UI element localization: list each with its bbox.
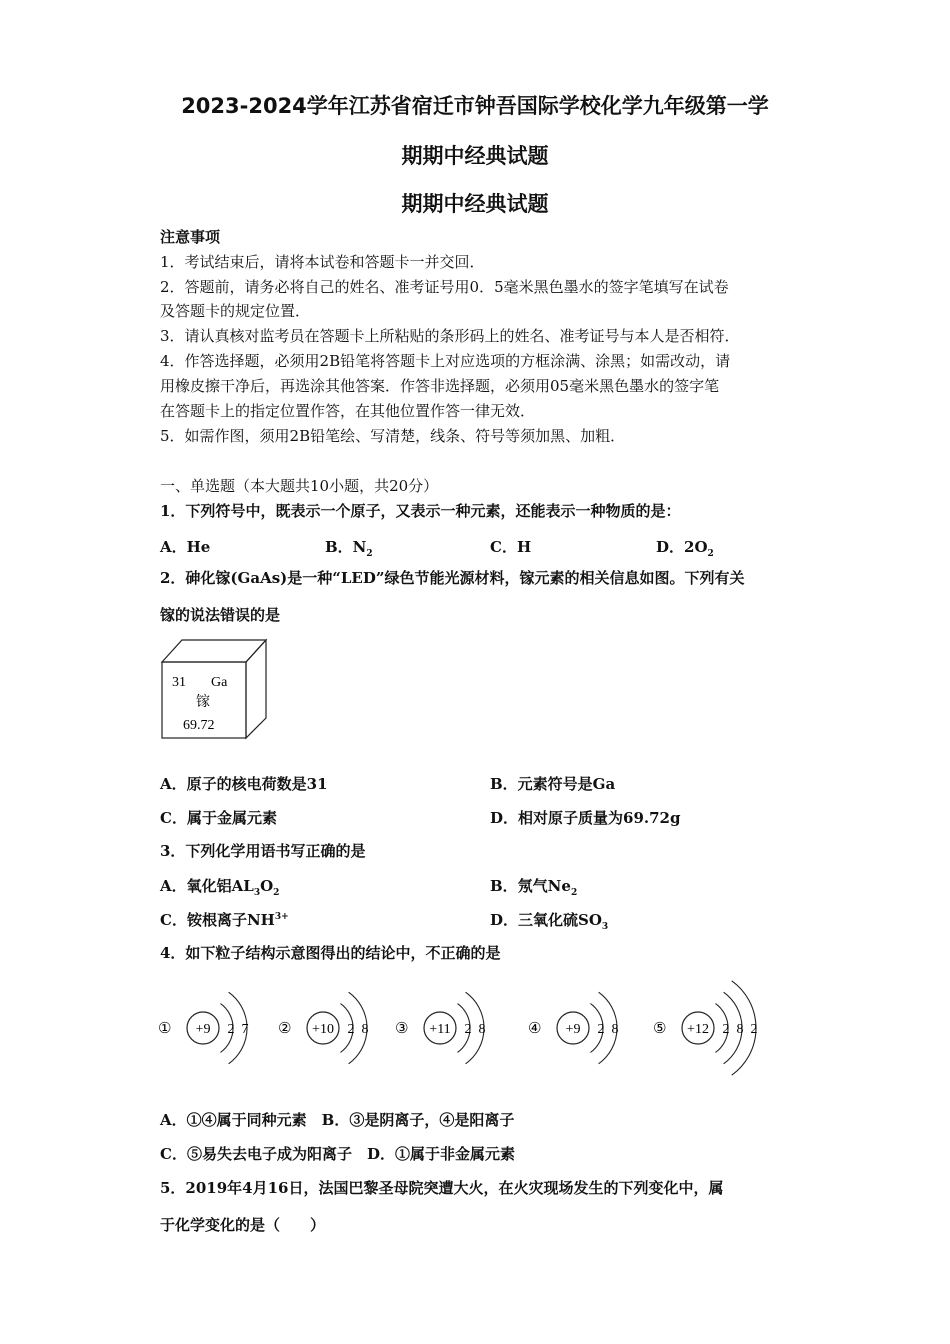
particle-diagram <box>528 992 619 1064</box>
q3-option-c: C．铵根离子$NH^{3+}$ <box>160 911 289 929</box>
question-4-stem: 4．如下粒子结构示意图得出的结论中，不正确的是 <box>160 944 501 962</box>
electron-count: 2 <box>347 1022 355 1037</box>
notice-item: 3．请认真核对监考员在答题卡上所粘贴的条形码上的姓名、准考证号与本人是否相符． <box>160 327 740 345</box>
q4-options-cd: C．⑤易失去电子成为阳离子 D．①属于非金属元素 <box>160 1145 515 1163</box>
notice-item: 及答题卡的规定位置． <box>160 302 311 320</box>
particle-diagram <box>158 992 249 1064</box>
notice-item: 4．作答选择题，必须用2B铅笔将答题卡上对应选项的方框涂满、涂黑；如需改动，请 <box>160 352 731 370</box>
notice-item: 5．如需作图，须用2B铅笔绘、写清楚，线条、符号等须加黑、加粗． <box>160 427 626 445</box>
electron-count: 8 <box>361 1022 369 1037</box>
q4-options-ab: A．①④属于同种元素 B．③是阴离子，④是阳离子 <box>160 1111 515 1129</box>
electron-count: 8 <box>478 1022 486 1037</box>
particle-structure-diagrams <box>150 970 780 1090</box>
question-3-stem: 3．下列化学用语书写正确的是 <box>160 842 366 860</box>
notice-heading: 注意事项 <box>160 228 221 246</box>
nucleus-charge: +9 <box>195 1022 211 1037</box>
electron-count: 2 <box>597 1022 605 1037</box>
question-5-stem-line2: 于化学变化的是（ ） <box>160 1216 326 1234</box>
particle-label: ④ <box>528 1019 542 1037</box>
electron-count: 7 <box>241 1022 249 1037</box>
particle-label: ⑤ <box>653 1019 667 1037</box>
notice-item: 1．考试结束后，请将本试卷和答题卡一并交回． <box>160 253 485 271</box>
particle-label: ① <box>158 1019 172 1037</box>
section-heading: 一、单选题（本大题共10小题，共20分） <box>160 477 439 495</box>
q2-option-d: D．相对原子质量为69.72g <box>490 809 681 827</box>
electron-count: 2 <box>464 1022 472 1037</box>
element-info-box <box>158 634 270 742</box>
nucleus-charge: +10 <box>312 1022 334 1037</box>
question-1-stem: 1．下列符号中，既表示一个原子，又表示一种元素，还能表示一种物质的是： <box>160 502 681 520</box>
notice-item: 在答题卡上的指定位置作答，在其他位置作答一律无效． <box>160 402 536 420</box>
exam-title-line2: 期期中经典试题 <box>401 144 549 168</box>
exam-title-line3: 期期中经典试题 <box>401 192 549 216</box>
q2-option-c: C．属于金属元素 <box>160 809 277 827</box>
question-2-stem-line2: 镓的说法错误的是 <box>160 606 281 624</box>
q1-option-b: B．$N_2$ <box>325 538 373 559</box>
electron-count: 2 <box>722 1022 730 1037</box>
nucleus-charge: +11 <box>429 1022 451 1037</box>
particle-diagram <box>278 992 369 1064</box>
particle-diagram <box>395 992 486 1064</box>
q3-option-a: A．氧化铝$AL_3O_2$ <box>160 877 280 898</box>
exam-title-line1: 2023-2024学年江苏省宿迁市钟吾国际学校化学九年级第一学 <box>181 94 769 118</box>
notice-item: 2．答题前，请务必将自己的姓名、准考证号用0．5毫米黑色墨水的签字笔填写在试卷 <box>160 278 729 296</box>
nucleus-charge: +12 <box>687 1022 709 1037</box>
electron-count: 2 <box>750 1022 758 1037</box>
nucleus-charge: +9 <box>565 1022 581 1037</box>
q3-option-d: D．三氧化硫$SO_3$ <box>490 911 609 932</box>
q2-option-a: A．原子的核电荷数是31 <box>160 775 328 793</box>
element-name: 镓 <box>196 694 210 710</box>
question-2-stem-line1: 2．砷化镓(GaAs)是一种“LED”绿色节能光源材料，镓元素的相关信息如图。下列有关 <box>160 569 745 587</box>
notice-item: 用橡皮擦干净后，再选涂其他答案．作答非选择题，必须用05毫米黑色墨水的签字笔 <box>160 377 720 395</box>
q2-option-b: B．元素符号是Ga <box>490 775 616 793</box>
electron-count: 8 <box>611 1022 619 1037</box>
question-5-stem-line1: 5．2019年4月16日，法国巴黎圣母院突遭大火，在火灾现场发生的下列变化中，属 <box>160 1179 724 1197</box>
q1-option-d: D．$2O_2$ <box>656 538 714 559</box>
electron-count: 2 <box>227 1022 235 1037</box>
element-symbol: Ga <box>211 675 228 690</box>
q1-option-c: C．H <box>490 538 532 556</box>
particle-diagram <box>653 981 758 1075</box>
atomic-mass: 69.72 <box>183 718 215 733</box>
particle-label: ③ <box>395 1019 409 1037</box>
q1-option-a: A．He <box>160 538 211 556</box>
atomic-number: 31 <box>172 675 186 690</box>
electron-count: 8 <box>736 1022 744 1037</box>
particle-label: ② <box>278 1019 292 1037</box>
q3-option-b: B．氖气$Ne_2$ <box>490 877 578 898</box>
